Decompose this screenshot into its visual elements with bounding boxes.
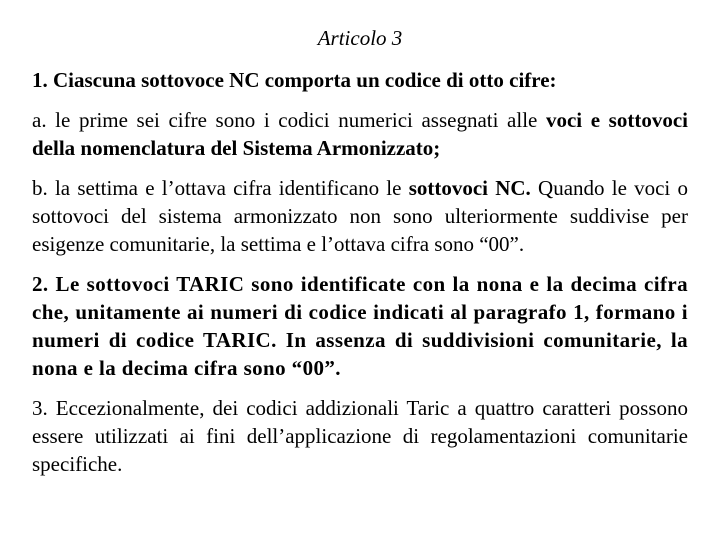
paragraph-b-text: b. la settima e l’ottava cifra identificano le — [32, 176, 409, 200]
paragraph-3-text: 3. Eccezionalmente, dei codici addizionali Taric a quattro caratteri possono essere utilizzati ai fini dell’applicazione di regolamentazioni comunitarie specifiche. — [32, 396, 688, 476]
paragraph-2 — [32, 270, 688, 382]
paragraph-a — [32, 106, 688, 162]
paragraph-1-text: 1. Ciascuna sottovoce NC comporta un codice di otto cifre: — [32, 68, 557, 92]
paragraph-a-bold-text: voci e sottovoci della nomenclatura del Sistema Armonizzato; — [32, 108, 688, 160]
paragraph-a-text: a. le prime sei cifre sono i codici numerici assegnati alle — [32, 108, 546, 132]
paragraph-1 — [32, 66, 688, 94]
document-page — [32, 24, 688, 490]
paragraph-b-rest-text: Quando le voci o sottovoci del sistema armonizzato non sono ulteriormente suddivise per esigenze comunitarie, la settima e l’ottava cifra sono “00”. — [32, 176, 688, 256]
paragraph-b — [32, 174, 688, 258]
article-title: Articolo 3 — [317, 26, 403, 50]
paragraph-2-text: 2. Le sottovoci TARIC sono identificate con la nona e la decima cifra che, unitamente ai numeri di codice indicati al paragrafo 1, formano i numeri di codice TARIC. In assenza di suddivisioni comunitarie, la nona e la decima cifra sono “00”. — [32, 272, 688, 380]
paragraph-3 — [32, 394, 688, 478]
paragraph-b-bold-text: sottovoci NC. — [408, 176, 531, 200]
